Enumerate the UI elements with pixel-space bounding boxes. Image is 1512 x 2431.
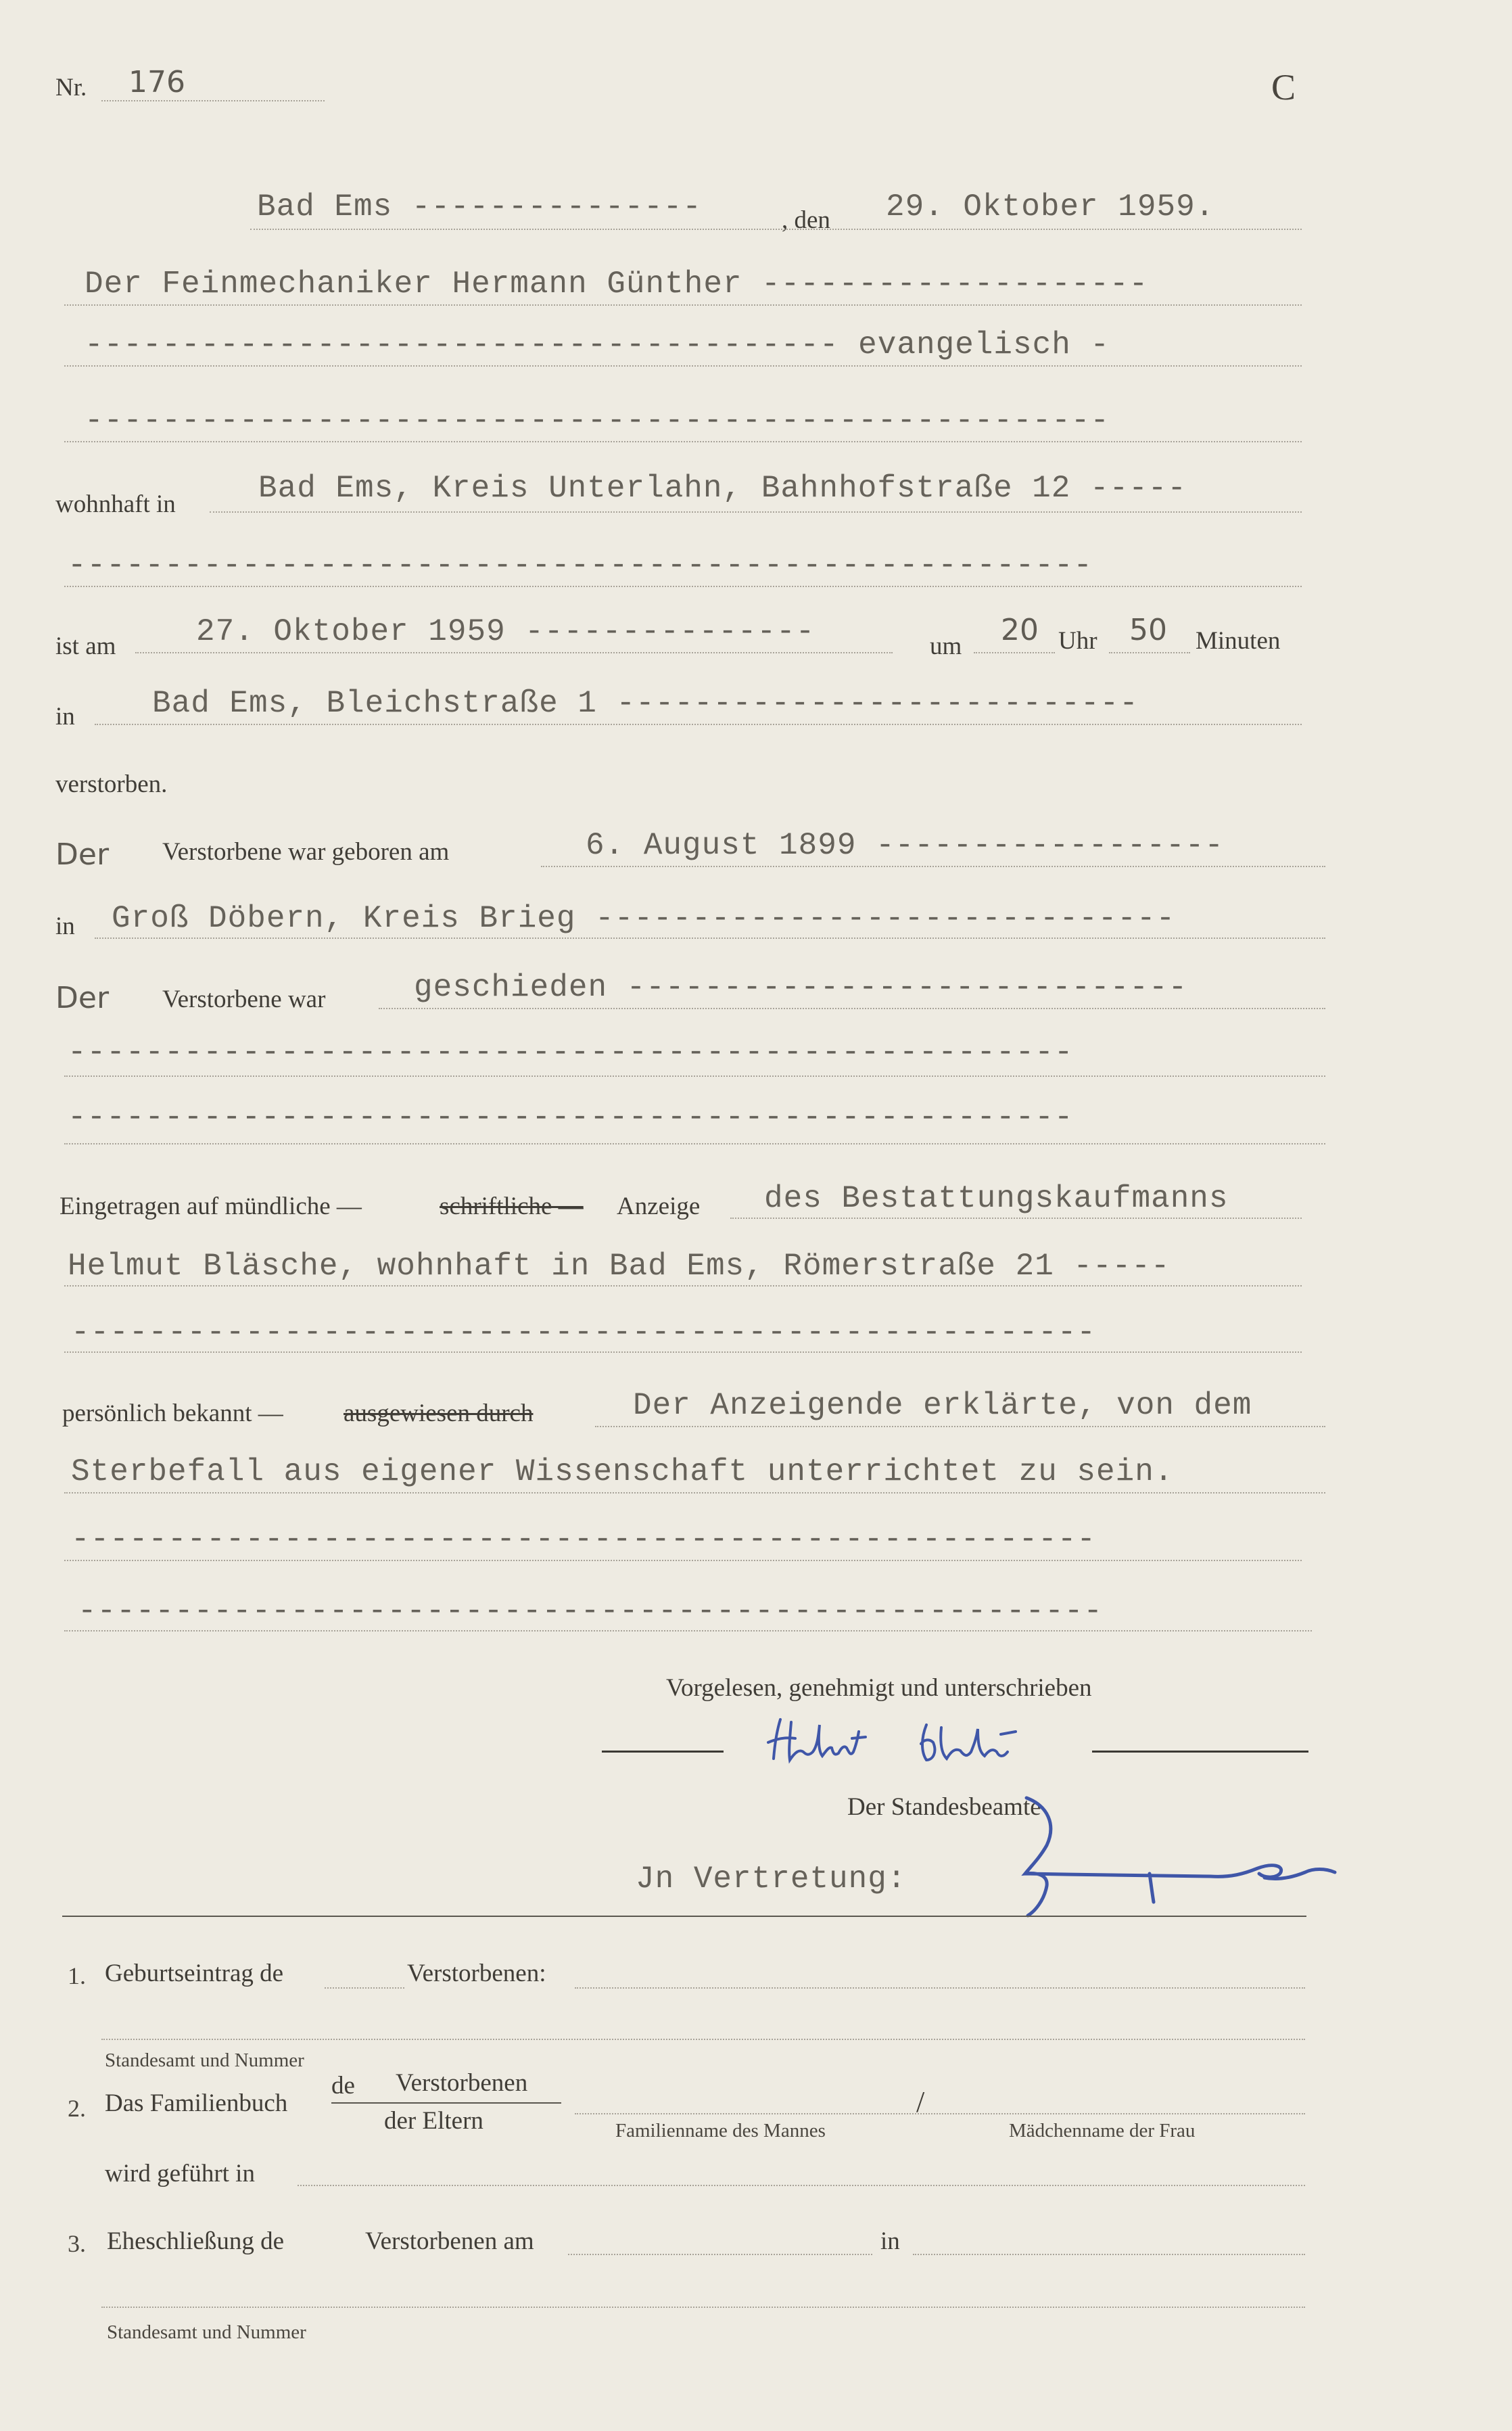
identity-line-3: ----------------------------------------------------- <box>71 1522 1097 1557</box>
deputy-label: Jn Vertretung: <box>636 1861 907 1897</box>
registration-date: 29. Oktober 1959. <box>886 189 1215 225</box>
informant-line-2: Helmut Bläsche, wohnhaft in Bad Ems, Römerstraße 21 ----- <box>68 1249 1171 1284</box>
dotted-line <box>135 652 893 653</box>
birth-place: Groß Döbern, Kreis Brieg ------------------------------ <box>112 901 1176 936</box>
dotted-line <box>568 2254 872 2255</box>
nr-dotted-line <box>101 100 325 101</box>
dotted-line <box>575 1987 1305 1989</box>
status-line-3: ---------------------------------------------------- <box>68 1100 1074 1135</box>
birth-in-label: in <box>55 912 75 940</box>
item-2-option-eltern: der Eltern <box>384 2107 483 2135</box>
deceased-line-3: ----------------------------------------------------- <box>85 403 1110 438</box>
dotted-line <box>974 652 1055 653</box>
signature-rule-left <box>602 1751 724 1753</box>
identity-struck: ausgewiesen durch <box>344 1399 534 1427</box>
dotted-line <box>95 724 1302 725</box>
minuten-label: Minuten <box>1196 627 1281 655</box>
dotted-line <box>101 2039 1305 2040</box>
fraction-rule <box>331 2102 561 2104</box>
status-article: Der <box>55 981 110 1015</box>
identity-line-1: Der Anzeigende erklärte, von dem <box>633 1388 1252 1423</box>
dotted-line <box>298 2185 1305 2186</box>
informant-prefix: Eingetragen auf mündliche — <box>60 1193 362 1220</box>
dotted-line <box>64 1285 1302 1287</box>
informant-signature-image <box>764 1711 1062 1772</box>
dotted-line <box>210 511 1302 513</box>
death-in-label: in <box>55 703 75 731</box>
informant-struck: schriftliche — <box>440 1193 584 1220</box>
dotted-line <box>595 1426 1325 1427</box>
identity-line-2: Sterbefall aus eigener Wissenschaft unterrichtet zu sein. <box>71 1454 1174 1489</box>
dotted-line <box>95 937 1325 939</box>
birth-article: Der <box>55 837 110 872</box>
nr-label: Nr. <box>55 74 87 101</box>
birth-date: 6. August 1899 ------------------ <box>586 828 1224 863</box>
register-letter: C <box>1271 67 1296 108</box>
place-dotted-line <box>250 229 1302 230</box>
dotted-line <box>64 1075 1325 1077</box>
identity-line-4: ----------------------------------------------------- <box>78 1594 1104 1629</box>
status-line-2: ---------------------------------------------------- <box>68 1035 1074 1070</box>
death-date: 27. Oktober 1959 --------------- <box>196 614 816 649</box>
death-hour: 20 <box>1001 613 1039 647</box>
anzeige-label: Anzeige <box>617 1193 701 1220</box>
informant-line-1: des Bestattungskaufmanns <box>764 1181 1229 1216</box>
standesamt-label-3: Standesamt und Nummer <box>107 2321 306 2343</box>
ist-am-label: ist am <box>55 632 116 660</box>
item-3-value: Verstorbenen am <box>365 2227 534 2255</box>
item-2-de: de <box>331 2072 355 2100</box>
dotted-line <box>913 2254 1305 2255</box>
item-2-label: Das Familienbuch <box>105 2089 288 2117</box>
residence-value: Bad Ems, Kreis Unterlahn, Bahnhofstraße 12 ----- <box>258 471 1187 506</box>
item-2-option-verstorbenen: Verstorbenen <box>396 2069 528 2097</box>
dotted-line <box>575 2113 1305 2114</box>
signature-rule-right <box>1092 1751 1308 1753</box>
dotted-line <box>64 1351 1302 1353</box>
place-name: Bad Ems --------------- <box>257 189 702 225</box>
nr-value: 176 <box>128 65 185 99</box>
residence-label: wohnhaft in <box>55 490 176 518</box>
item-1-label: Geburtseintrag de <box>105 1960 284 1987</box>
dotted-line <box>64 586 1302 587</box>
dotted-line <box>64 304 1302 306</box>
uhr-label: Uhr <box>1058 627 1097 655</box>
status-label: Verstorbene war <box>162 986 326 1013</box>
item-2-number: 2. <box>68 2095 86 2122</box>
kept-in-label: wird geführt in <box>105 2160 255 2187</box>
dotted-line <box>730 1218 1302 1219</box>
birth-label: Verstorbene war geboren am <box>162 838 450 866</box>
dotted-line <box>64 1630 1312 1631</box>
name-separator: / <box>916 2085 925 2119</box>
dotted-line <box>379 1008 1325 1009</box>
dotted-line <box>64 1560 1302 1561</box>
item-1-value: Verstorbenen: <box>407 1960 546 1987</box>
husband-surname-label: Familienname des Mannes <box>615 2120 826 2141</box>
identity-prefix: persönlich bekannt — <box>62 1399 283 1427</box>
um-label: um <box>930 632 962 660</box>
informant-line-3: ----------------------------------------------------- <box>71 1315 1097 1350</box>
item-3-number: 3. <box>68 2230 86 2257</box>
dotted-line <box>64 441 1302 442</box>
deceased-line-1: Der Feinmechaniker Hermann Günther -------------------- <box>85 267 1149 302</box>
death-minutes: 50 <box>1129 613 1167 647</box>
dotted-line <box>64 1143 1325 1144</box>
registrar-label: Der Standesbeamte <box>847 1793 1041 1821</box>
dotted-line <box>325 1987 404 1989</box>
item-1-number: 1. <box>68 1962 86 1989</box>
dotted-line <box>64 1492 1325 1494</box>
dotted-line <box>101 2307 1305 2308</box>
registrar-signature-image <box>1008 1792 1346 1921</box>
item-3-in-label: in <box>880 2227 900 2255</box>
wife-maiden-name-label: Mädchenname der Frau <box>1009 2120 1196 2141</box>
dotted-line <box>541 866 1325 867</box>
dotted-line <box>64 365 1302 367</box>
den-label: , den <box>782 206 830 234</box>
verstorben-label: verstorben. <box>55 770 168 798</box>
death-place: Bad Ems, Bleichstraße 1 --------------------------- <box>152 686 1139 721</box>
item-3-label: Eheschließung de <box>107 2227 284 2255</box>
residence-continuation: ----------------------------------------------------- <box>68 548 1093 583</box>
section-divider <box>62 1916 1306 1917</box>
marital-status: geschieden ----------------------------- <box>414 970 1188 1005</box>
standesamt-label-1: Standesamt und Nummer <box>105 2050 304 2071</box>
dotted-line <box>1109 652 1190 653</box>
deceased-line-2: --------------------------------------- evangelisch - <box>85 327 1110 363</box>
read-approved-signed: Vorgelesen, genehmigt und unterschrieben <box>666 1674 1092 1702</box>
